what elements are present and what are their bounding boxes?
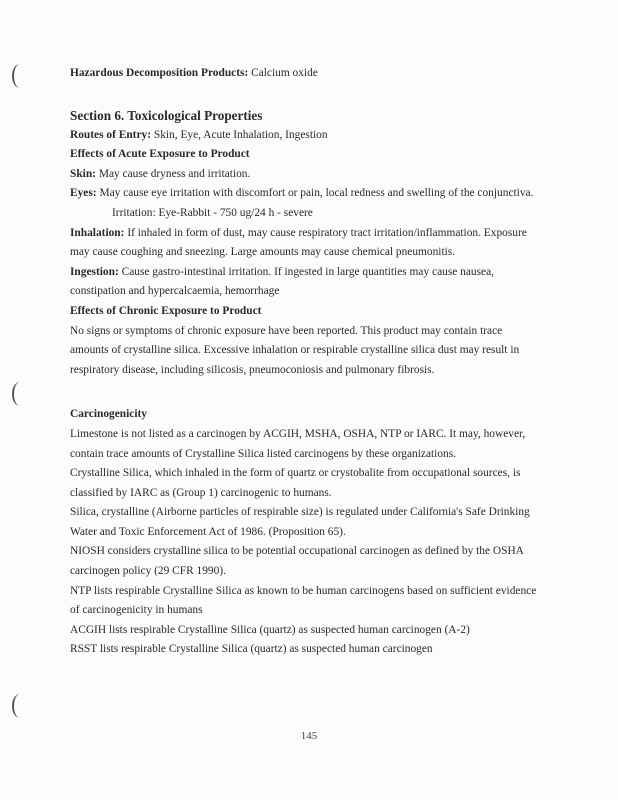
- carcinogenicity-line: contain trace amounts of Crystalline Silica listed carcinogens by these organizations.: [70, 447, 457, 460]
- carcinogenicity-line: Crystalline Silica, which inhaled in the form of quartz or crystobalite from occupational sources, is: [70, 467, 521, 480]
- ingestion-text-1: Cause gastro-intestinal irritation. If ingested in large quantities may cause nausea,: [121, 265, 494, 278]
- carcinogenicity-line: Limestone is not listed as a carcinogen by ACGIH, MSHA, OSHA, NTP or IARC. It may, however,: [70, 427, 526, 440]
- hazardous-decomposition-label: Hazardous Decomposition Products:: [70, 67, 249, 79]
- inhalation-text-1: If inhaled in form of dust, may cause respiratory tract irritation/inflammation. Exposure: [127, 226, 527, 239]
- ingestion-label: Ingestion:: [70, 265, 119, 278]
- carcinogenicity-line: of carcinogenicity in humans: [70, 604, 203, 617]
- chronic-text-line: No signs or symptoms of chronic exposure have been reported. This product may contain trace: [70, 324, 503, 337]
- carcinogenicity-line: RSST lists respirable Crystalline Silica (quartz) as suspected human carcinogen: [70, 643, 433, 656]
- carcinogenicity-heading: Carcinogenicity: [70, 408, 147, 421]
- inhalation-text-2: may cause coughing and sneezing. Large amounts may cause chemical pneumonitis.: [70, 246, 456, 259]
- routes-of-entry: [70, 126, 550, 146]
- chronic-text-line: respiratory disease, including silicosis, pneumoconiosis and pulmonary fibrosis.: [70, 363, 435, 376]
- irritation-line: Irritation: Eye-Rabbit - 750 ug/24 h - severe: [112, 206, 313, 219]
- hazardous-decomposition-line: [70, 64, 550, 84]
- eye-effects: [70, 184, 550, 204]
- chronic-text-line: amounts of crystalline silica. Excessive inhalation or respirable crystalline silica dust may result in: [70, 344, 520, 357]
- acute-exposure-heading: Effects of Acute Exposure to Product: [70, 148, 250, 161]
- carcinogenicity-line: Water and Toxic Enforcement Act of 1986. (Proposition 65).: [70, 525, 346, 538]
- inhalation-effects: [70, 224, 550, 244]
- inhalation-label: Inhalation:: [70, 226, 125, 239]
- page-content: [70, 64, 550, 660]
- carcinogenicity-line: Silica, crystalline (Airborne particles of respirable size) is regulated under California's Safe Drinking: [70, 506, 530, 519]
- routes-label: Routes of Entry:: [70, 128, 151, 141]
- carcinogenicity-line: carcinogen policy (29 CFR 1990).: [70, 565, 226, 578]
- binder-hole-mark: [8, 694, 28, 720]
- page-number: 145: [300, 730, 318, 742]
- skin-label: Skin:: [70, 167, 96, 180]
- eyes-value: May cause eye irritation with discomfort or pain, local redness and swelling of the conjunctiva.: [99, 187, 534, 200]
- carcinogenicity-line: ACGIH lists respirable Crystalline Silica (quartz) as suspected human carcinogen (A-2): [70, 623, 470, 636]
- carcinogenicity-line: NIOSH considers crystalline silica to be potential occupational carcinogen as defined by the OSHA: [70, 545, 524, 558]
- ingestion-effects: [70, 263, 550, 283]
- skin-value: May cause dryness and irritation.: [98, 167, 251, 180]
- hazardous-decomposition-value: Calcium oxide: [251, 67, 318, 79]
- routes-value: Skin, Eye, Acute Inhalation, Ingestion: [153, 128, 328, 141]
- skin-effects: [70, 165, 550, 185]
- chronic-exposure-heading: Effects of Chronic Exposure to Product: [70, 304, 262, 317]
- carcinogenicity-line: NTP lists respirable Crystalline Silica as known to be human carcinogens based on sufficient evidence: [70, 584, 537, 597]
- section-title: Section 6. Toxicological Properties: [70, 107, 263, 123]
- eyes-label: Eyes:: [70, 187, 97, 200]
- ingestion-text-2: constipation and hypercalcaemia, hemorrhage: [70, 285, 280, 298]
- carcinogenicity-line: classified by IARC as (Group 1) carcinogenic to humans.: [70, 486, 332, 499]
- binder-hole-mark: [8, 382, 28, 408]
- binder-hole-mark: [8, 64, 28, 90]
